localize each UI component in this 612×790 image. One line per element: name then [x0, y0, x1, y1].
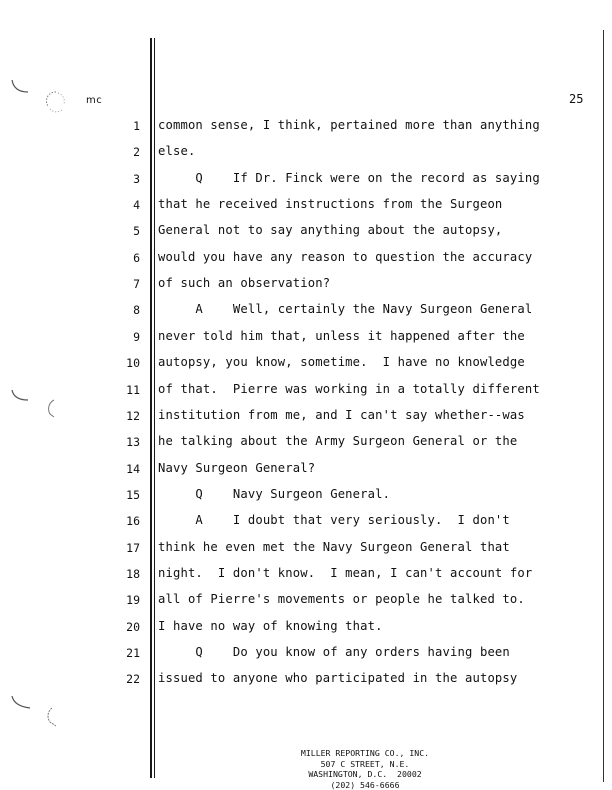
- transcript-line: would you have any reason to question the accuracy: [158, 250, 533, 264]
- line-number: 17: [126, 541, 140, 555]
- court-reporter-footer: [260, 748, 470, 790]
- transcript-line: think he even met the Navy Surgeon General that: [158, 540, 510, 554]
- transcript-line: Q Do you know of any orders having been: [158, 645, 510, 659]
- reporter-initials: mc: [86, 95, 103, 106]
- line-number: 5: [133, 224, 140, 238]
- footer-city: WASHINGTON, D.C. 20002: [308, 769, 422, 779]
- punch-hole-edge-middle: [10, 386, 34, 410]
- punch-hole-mark-top: [44, 90, 68, 114]
- transcript-line: else.: [158, 144, 196, 158]
- transcript-line: autopsy, you know, sometime. I have no knowledge: [158, 355, 525, 369]
- punch-hole-edge-bottom: [10, 692, 34, 716]
- line-number: 10: [126, 356, 140, 370]
- transcript-line: of such an observation?: [158, 276, 331, 290]
- line-number: 3: [133, 172, 140, 186]
- margin-rule-right: [603, 30, 604, 782]
- transcript-line: I have no way of knowing that.: [158, 619, 383, 633]
- transcript-line: Q If Dr. Finck were on the record as saying: [158, 171, 540, 185]
- line-number: 21: [126, 646, 140, 660]
- margin-rule-left: [150, 38, 152, 778]
- line-number: 13: [126, 435, 140, 449]
- transcript-line: he talking about the Army Surgeon General or the: [158, 434, 518, 448]
- line-number: 2: [133, 145, 140, 159]
- line-number: 14: [126, 462, 140, 476]
- line-number: 6: [133, 251, 140, 265]
- punch-hole-mark-middle: [44, 398, 68, 422]
- transcript-line: Navy Surgeon General?: [158, 461, 316, 475]
- transcript-line: Q Navy Surgeon General.: [158, 487, 391, 501]
- transcript-line: night. I don't know. I mean, I can't account for: [158, 566, 533, 580]
- transcript-line: all of Pierre's movements or people he talked to.: [158, 592, 525, 606]
- line-number: 16: [126, 514, 140, 528]
- line-number: 22: [126, 672, 140, 686]
- line-number: 1: [133, 119, 140, 133]
- line-number: 19: [126, 593, 140, 607]
- line-number: 9: [133, 330, 140, 344]
- line-number: 8: [133, 303, 140, 317]
- line-number: 12: [126, 409, 140, 423]
- transcript-line: common sense, I think, pertained more than anything: [158, 118, 540, 132]
- transcript-line: issued to anyone who participated in the autopsy: [158, 671, 518, 685]
- transcript-line: General not to say anything about the autopsy,: [158, 223, 503, 237]
- margin-rule-left-inner: [154, 38, 155, 778]
- page-number: 25: [569, 92, 584, 106]
- transcript-line: institution from me, and I can't say whether--was: [158, 408, 525, 422]
- line-number: 11: [126, 383, 140, 397]
- footer-street: 507 C STREET, N.E.: [320, 758, 410, 769]
- line-number: 4: [133, 198, 140, 212]
- line-number: 7: [133, 277, 140, 291]
- punch-hole-mark-bottom: [44, 706, 68, 730]
- line-number: 15: [126, 488, 140, 502]
- line-number: 18: [126, 567, 140, 581]
- transcript-line: A I doubt that very seriously. I don't: [158, 513, 510, 527]
- line-number: 20: [126, 620, 140, 634]
- footer-company: MILLER REPORTING CO., INC.: [300, 748, 430, 758]
- punch-hole-edge-top: [10, 78, 34, 102]
- transcript-line: of that. Pierre was working in a totally different: [158, 382, 540, 396]
- transcript-line: that he received instructions from the Surgeon: [158, 197, 503, 211]
- footer-phone: (202) 546-6666: [330, 779, 400, 790]
- transcript-line: A Well, certainly the Navy Surgeon General: [158, 302, 533, 316]
- transcript-line: never told him that, unless it happened after the: [158, 329, 525, 343]
